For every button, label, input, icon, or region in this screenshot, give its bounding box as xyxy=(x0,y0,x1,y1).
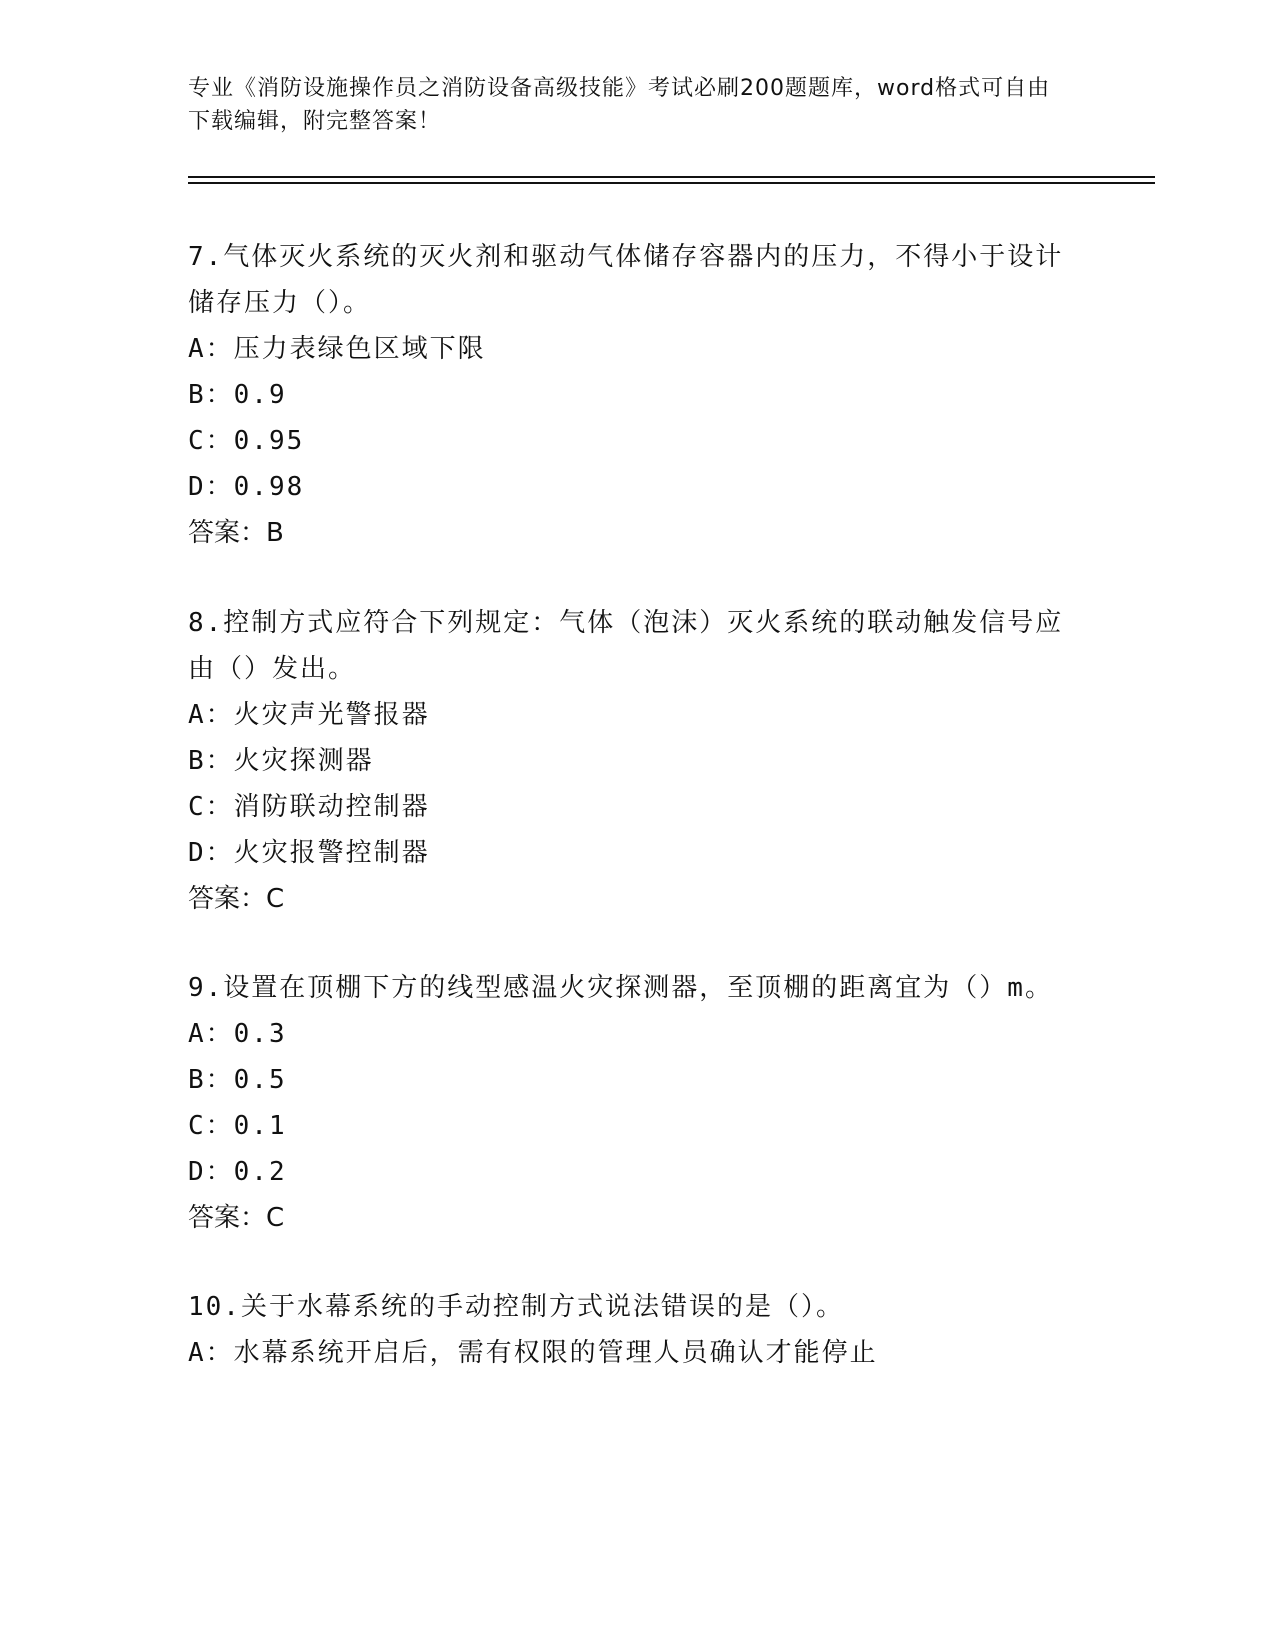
answer: 答案：B xyxy=(188,518,284,548)
header-divider-top xyxy=(188,176,1155,178)
option-a: A：压力表绿色区域下限 xyxy=(188,334,486,364)
option-a: A：火灾声光警报器 xyxy=(188,700,430,730)
option-a: A：0.3 xyxy=(188,1019,287,1049)
header-divider-bottom xyxy=(188,182,1155,184)
answer: 答案：C xyxy=(188,1203,285,1233)
question-10 xyxy=(188,1284,1068,1376)
option-a: A：水幕系统开启后，需有权限的管理人员确认才能停止 xyxy=(188,1338,878,1368)
option-d: D：火灾报警控制器 xyxy=(188,838,430,868)
option-b: B：火灾探测器 xyxy=(188,746,374,776)
question-8 xyxy=(188,600,1068,922)
question-stem: 8.控制方式应符合下列规定：气体（泡沫）灭火系统的联动触发信号应由（）发出。 xyxy=(188,608,1064,684)
answer: 答案：C xyxy=(188,884,285,914)
question-9 xyxy=(188,965,1068,1241)
option-c: C：0.1 xyxy=(188,1111,287,1141)
option-c: C：0.95 xyxy=(188,426,305,456)
option-c: C：消防联动控制器 xyxy=(188,792,430,822)
question-stem: 7.气体灭火系统的灭火剂和驱动气体储存容器内的压力，不得小于设计储存压力（）。 xyxy=(188,242,1064,318)
option-b: B：0.9 xyxy=(188,380,287,410)
question-7 xyxy=(188,234,1068,556)
option-d: D：0.98 xyxy=(188,472,305,502)
option-b: B：0.5 xyxy=(188,1065,287,1095)
question-stem: 9.设置在顶棚下方的线型感温火灾探测器，至顶棚的距离宜为（）m。 xyxy=(188,973,1053,1003)
document-header: 专业《消防设施操作员之消防设备高级技能》考试必刷200题题库，word格式可自由下载编辑，附完整答案！ xyxy=(188,76,1051,134)
question-stem: 10.关于水幕系统的手动控制方式说法错误的是（）。 xyxy=(188,1292,844,1322)
option-d: D：0.2 xyxy=(188,1157,287,1187)
